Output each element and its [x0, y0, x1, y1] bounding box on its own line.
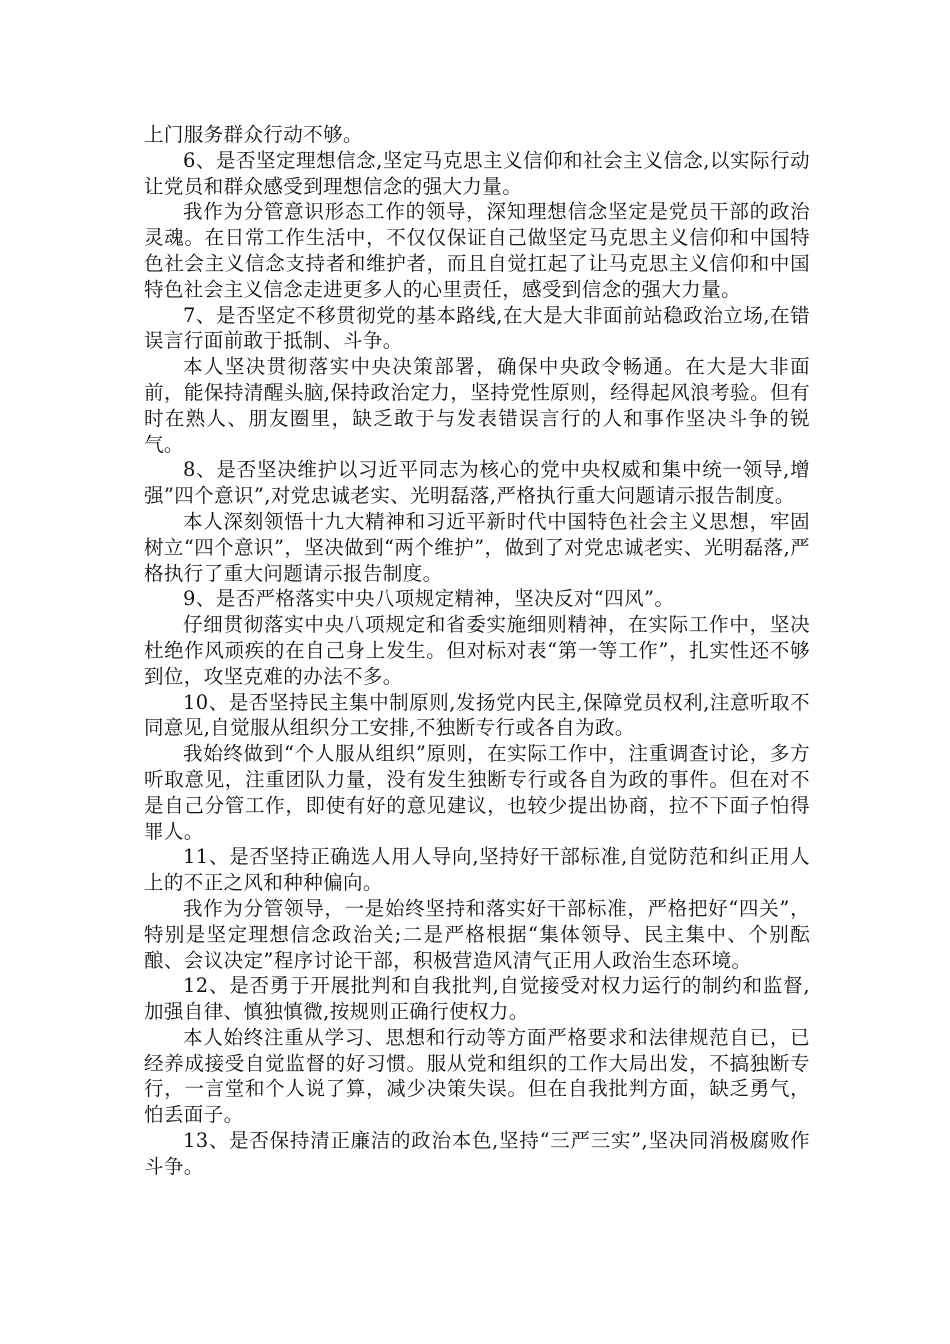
paragraph-10: 10、是否坚持民主集中制原则,发扬党内民主,保障党员权利,注意听取不同意见,自觉服从组织分工安排,不独断专行或各自为政。: [144, 690, 810, 740]
paragraph-3: 我作为分管意识形态工作的领导，深知理想信念坚定是党员干部的政治灵魂。在日常工作生活中，不仅仅保证自己做坚定马克思主义信仰和中国特色社会主义信念支持者和维护者，而且自觉扛起了让马克思主义信仰和中国特色社会主义信念走进更多人的心里责任，感受到信念的强大力量。: [144, 200, 810, 301]
paragraph-12: 11、是否坚持正确选人用人导向,坚持好干部标准,自觉防范和纠正用人上的不正之风和种种偏向。: [144, 845, 810, 895]
paragraph-8: 9、是否严格落实中央八项规定精神，坚决反对“四风”。: [183, 587, 675, 611]
document-body: [144, 122, 810, 1180]
paragraph-6: 8、是否坚决维护以习近平同志为核心的党中央权威和集中统一领导,增强”四个意识”,对党忠诚老实、光明磊落,严格执行重大问题请示报告制度。: [144, 458, 810, 508]
paragraph-13: 我作为分管领导，一是始终坚持和落实好干部标准，严格把好“四关”，特别是坚定理想信念政治关;二是严格根据“集体领导、民主集中、个别酝酿、会议决定”程序讨论干部，积极营造风清气正用人政治生态环境。: [144, 896, 810, 972]
paragraph-1: 上门服务群众行动不够。: [144, 123, 363, 146]
paragraph-15: 本人始终注重从学习、思想和行动等方面严格要求和法律规范自已，已经养成接受自觉监督的好习惯。服从党和组织的工作大局出发，不搞独断专行，一言堂和个人说了算，减少决策失误。但在自我批判方面，缺乏勇气，怕丢面子。: [144, 1025, 810, 1127]
paragraph-4: 7、是否坚定不移贯彻党的基本路线,在大是大非面前站稳政治立场,在错误言行面前敢于抵制、斗争。: [144, 303, 810, 353]
paragraph-11: 我始终做到“个人服从组织”原则，在实际工作中，注重调查讨论，多方听取意见，注重团队力量，没有发生独断专行或各自为政的事件。但在对不是自己分管工作，即使有好的意见建议，也较少提出协商，拉不下面子怕得罪人。: [144, 742, 810, 843]
paragraph-5: 本人坚决贯彻落实中央决策部署，确保中央政令畅通。在大是大非面前，能保持清醒头脑,保持政治定力，坚持党性原则，经得起风浪考验。但有时在熟人、朋友圈里，缺乏敢于与发表错误言行的人和事作坚决斗争的锐气。: [144, 355, 810, 456]
paragraph-2: 6、是否坚定理想信念,坚定马克思主义信仰和社会主义信念,以实际行动让党员和群众感受到理想信念的强大力量。: [144, 148, 810, 198]
paragraph-16: 13、是否保持清正廉洁的政治本色,坚持“三严三实”,坚决同消极腐败作斗争。: [144, 1129, 810, 1178]
paragraph-9: 仔细贯彻落实中央八项规定和省委实施细则精神，在实际工作中，坚决杜绝作风顽疾的在自己身上发生。但对标对表“第一等工作”，扎实性还不够到位，攻坚克难的办法不多。: [144, 613, 810, 688]
paragraph-14: 12、是否勇于开展批判和自我批判,自觉接受对权力运行的制约和监督,加强自律、慎独慎微,按规则正确行使权力。: [144, 974, 810, 1024]
paragraph-7: 本人深刻领悟十九大精神和习近平新时代中国特色社会主义思想，牢固树立“四个意识”，坚决做到“两个维护”，做到了对党忠诚老实、光明磊落,严格执行了重大问题请示报告制度。: [144, 509, 810, 585]
